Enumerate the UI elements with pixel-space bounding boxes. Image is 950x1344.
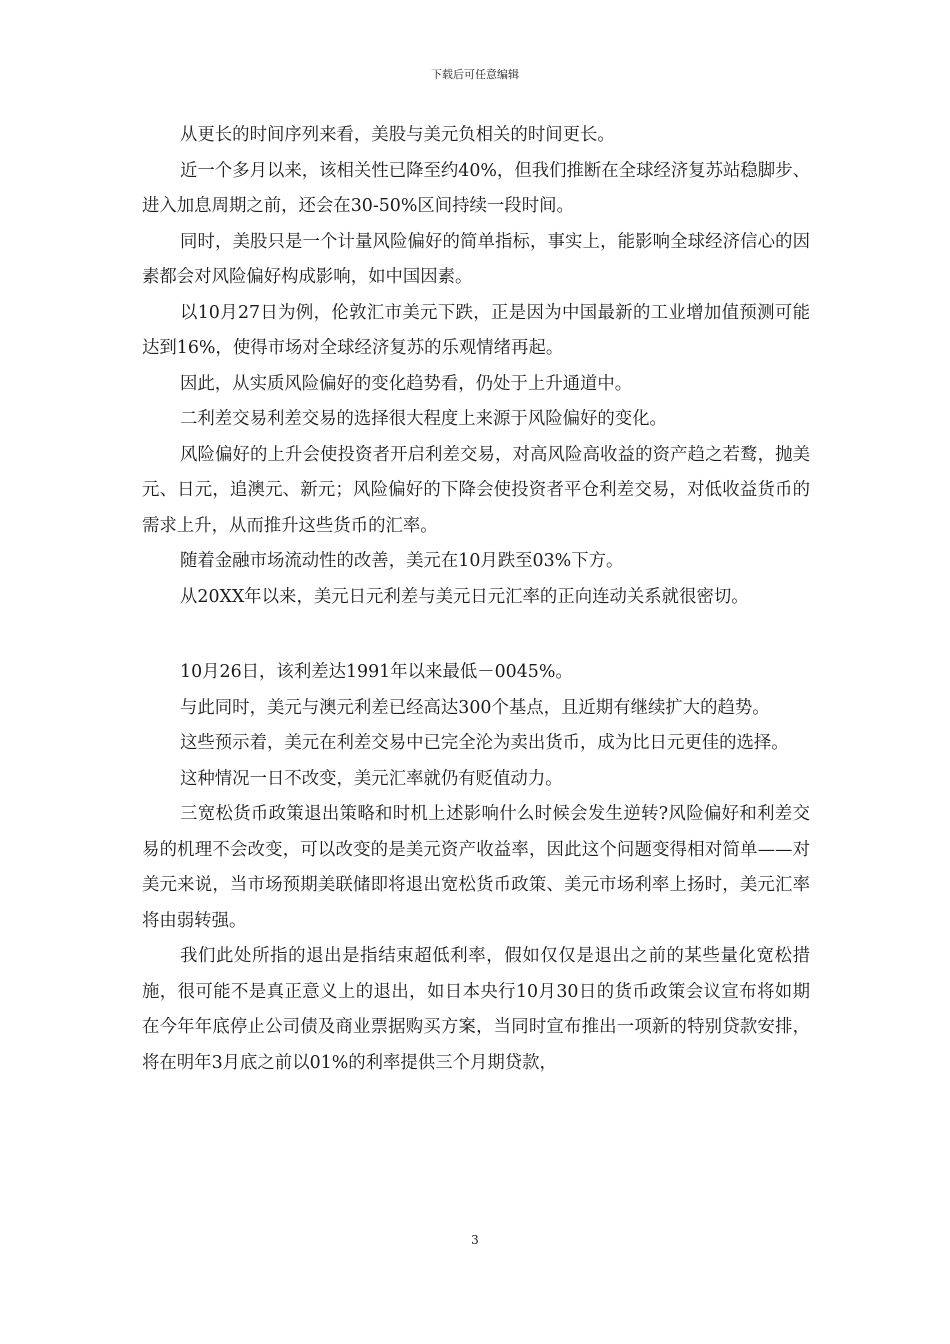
paragraph: 这些预示着，美元在利差交易中已完全沦为卖出货币，成为比日元更佳的选择。 bbox=[180, 733, 789, 753]
paragraph: 10月26日，该利差达1991年以来最低－0045%。 bbox=[180, 662, 573, 682]
paragraph: 风险偏好的上升会使投资者开启利差交易，对高风险高收益的资产趋之若鹜，抛美元、日元，追澳元、新元；风险偏好的下降会使投资者平仓利差交易，对低收益货币的需求上升，从而推升这些货币的汇率。 bbox=[142, 444, 810, 536]
paragraph: 三宽松货币政策退出策略和时机上述影响什么时候会发生逆转?风险偏好和利差交易的机理不会改变，可以改变的是美元资产收益率，因此这个问题变得相对简单——对美元来说，当市场预期美联储即将退出宽松货币政策、美元市场利率上扬时，美元汇率将由弱转强。 bbox=[142, 804, 810, 931]
paragraph: 随着金融市场流动性的改善，美元在10月跌至03%下方。 bbox=[180, 551, 624, 571]
paragraph: 与此同时，美元与澳元利差已经高达300个基点，且近期有继续扩大的趋势。 bbox=[180, 697, 770, 718]
page-number: 3 bbox=[471, 1233, 479, 1247]
paragraph: 从更长的时间序列来看，美股与美元负相关的时间更长。 bbox=[180, 125, 615, 145]
paragraph: 这种情况一日不改变，美元汇率就仍有贬值动力。 bbox=[180, 768, 563, 789]
blank-line bbox=[142, 615, 810, 655]
paragraph: 因此，从实质风险偏好的变化趋势看，仍处于上升通道中。 bbox=[180, 373, 633, 394]
paragraph: 我们此处所指的退出是指结束超低利率，假如仅仅是退出之前的某些量化宽松措施，很可能不是真正意义上的退出，如日本央行10月30日的货币政策会议宣布将如期在今年年底停止公司债及商业票据购买方案，当同时宣布推出一项新的特别贷款安排，将在明年3月底之前以01%的利率提供三个月期贷款， bbox=[142, 946, 810, 1073]
paragraph: 以10月27日为例，伦敦汇市美元下跌，正是因为中国最新的工业增加值预测可能达到16%，使得市场对全球经济复苏的乐观情绪再起。 bbox=[142, 302, 810, 358]
paragraph: 从20XX年以来，美元日元利差与美元日元汇率的正向连动关系就很密切。 bbox=[180, 586, 749, 607]
page-header: 下载后可任意编辑 bbox=[431, 68, 519, 81]
document-body bbox=[142, 118, 810, 1081]
paragraph: 二利差交易利差交易的选择很大程度上来源于风险偏好的变化。 bbox=[180, 409, 667, 429]
paragraph: 近一个多月以来，该相关性已降至约40%，但我们推断在全球经济复苏站稳脚步、进入加息周期之前，还会在30-50%区间持续一段时间。 bbox=[142, 160, 810, 216]
paragraph: 同时，美股只是一个计量风险偏好的简单指标，事实上，能影响全球经济信心的因素都会对风险偏好构成影响，如中国因素。 bbox=[142, 231, 810, 287]
